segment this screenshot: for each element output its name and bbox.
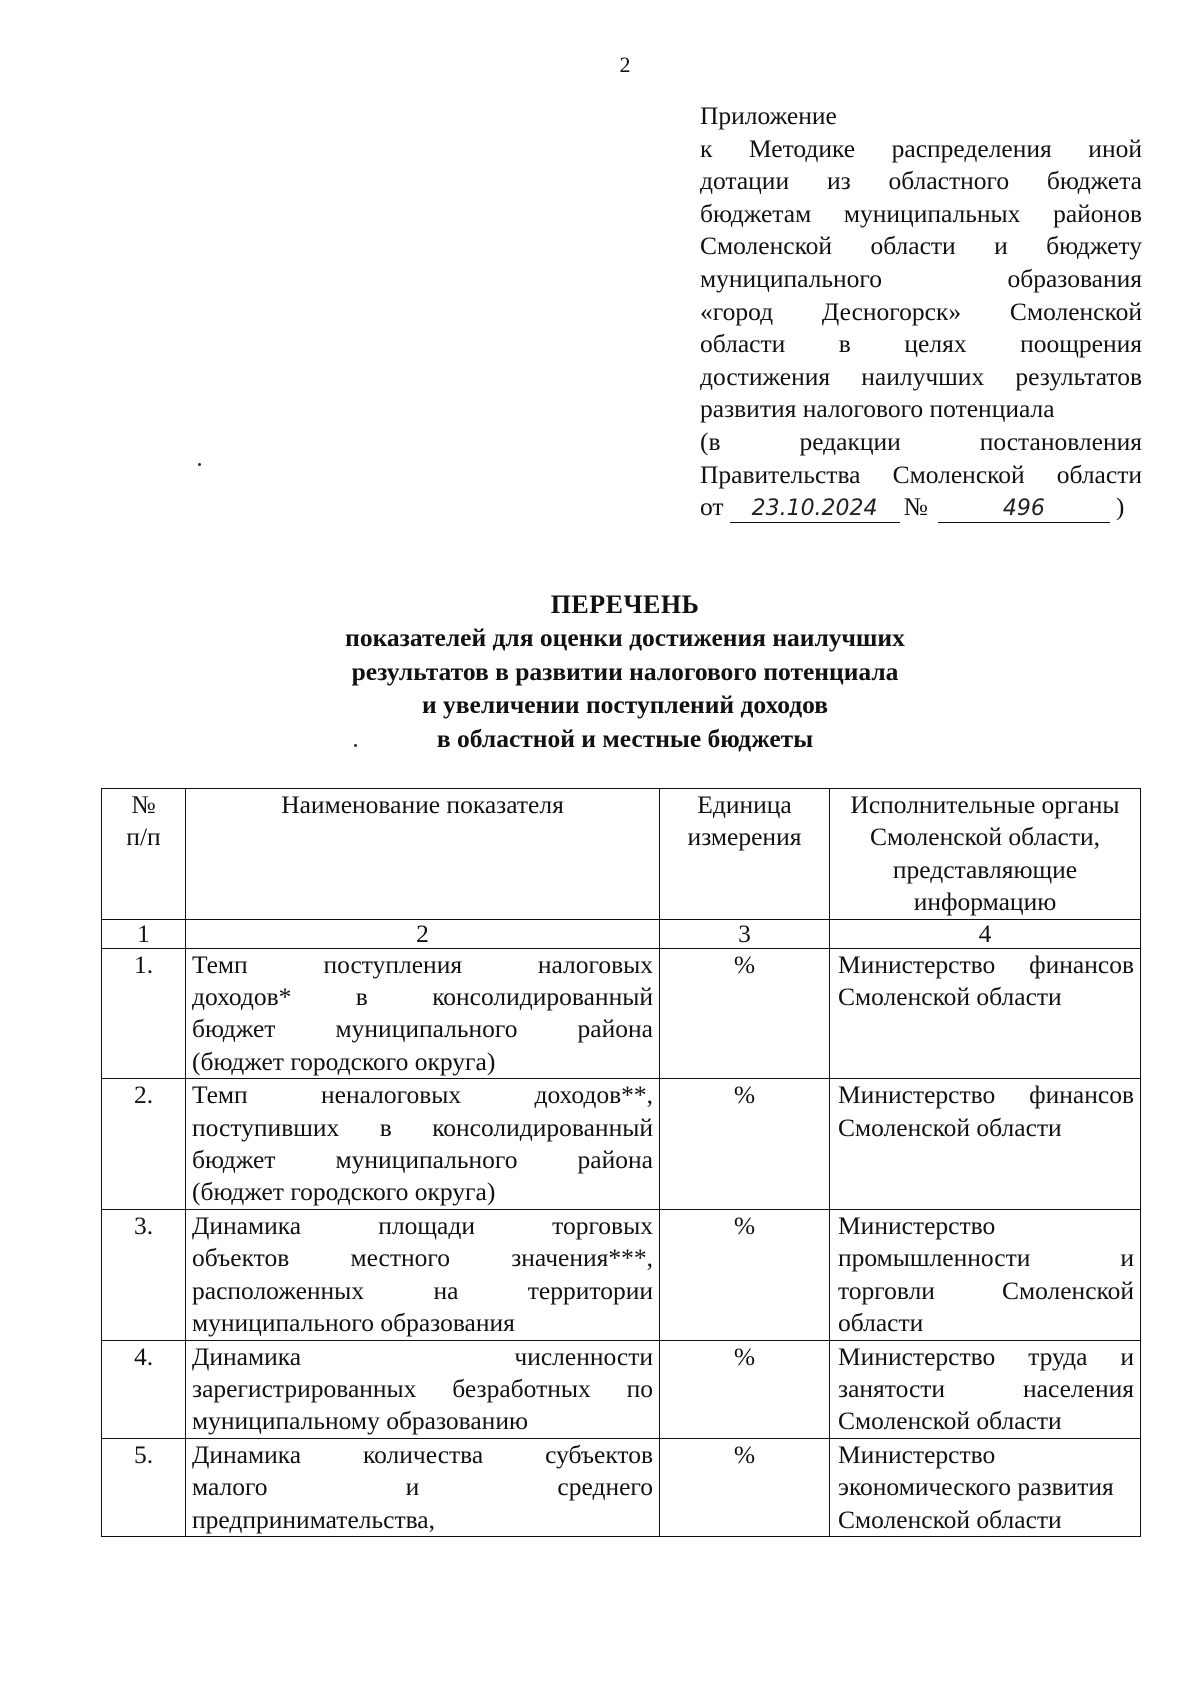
org-text: Смоленской области	[838, 982, 1062, 1012]
indicator-text: (бюджет городского округа)	[192, 1046, 496, 1076]
indicator-text: поступивших в консолидированный	[192, 1112, 653, 1142]
appendix-line: достижения наилучших результатов	[700, 361, 1142, 391]
org-text: торговли Смоленской	[838, 1275, 1134, 1305]
appendix-line: Правительства Смоленской области	[700, 459, 1142, 489]
indicator-text: Динамика площади торговых	[192, 1210, 653, 1240]
scan-speck	[198, 463, 201, 466]
indicator-text: Динамика численности	[192, 1341, 653, 1371]
header-text: Наименование показателя	[281, 790, 564, 819]
unit: %	[660, 948, 830, 1079]
header-text: Смоленской области,	[869, 822, 1101, 852]
unit: %	[660, 1340, 830, 1438]
title-line: и увеличении поступлений доходов	[421, 690, 829, 720]
header-text: Исполнительные органы	[850, 790, 1120, 819]
table-row	[102, 1079, 1141, 1210]
row-number: 5.	[102, 1438, 186, 1536]
header-text: измерения	[687, 822, 802, 852]
date-prefix: от	[700, 492, 724, 522]
table-row	[102, 948, 1141, 1079]
unit: %	[660, 1079, 830, 1210]
row-number: 3.	[102, 1209, 186, 1340]
indicator-text: доходов* в консолидированный	[192, 982, 653, 1012]
title-line: результатов в развитии налогового потенциала	[351, 656, 899, 686]
appendix-line: Смоленской области и бюджету	[700, 231, 1142, 261]
indicator-text: зарегистрированных безработных по	[192, 1373, 653, 1403]
header-text: информацию	[913, 887, 1057, 917]
header-unit	[660, 789, 830, 920]
table-row	[102, 1209, 1141, 1340]
column-number: 3	[660, 919, 830, 948]
page-number: 2	[619, 52, 631, 77]
table-header-row	[102, 789, 1141, 920]
row-number: 2.	[102, 1079, 186, 1210]
org-text: Министерство	[838, 1210, 996, 1240]
header-org	[830, 789, 1141, 920]
header-num	[102, 789, 186, 920]
handwritten-date: 23.10.2024	[730, 496, 900, 523]
table-row	[102, 1438, 1141, 1536]
org-text: области	[838, 1308, 924, 1338]
appendix-block	[700, 100, 1142, 524]
org-text: Смоленской области	[838, 1504, 1062, 1534]
unit: %	[660, 1209, 830, 1340]
title-main: ПЕРЕЧЕНЬ	[550, 590, 700, 619]
row-number: 4.	[102, 1340, 186, 1438]
indicator-text: муниципальному образованию	[192, 1406, 529, 1436]
indicator-text: Темп поступления налоговых	[192, 949, 653, 979]
org-text: Министерство	[838, 1439, 996, 1469]
indicator-text: Темп неналоговых доходов**,	[192, 1080, 653, 1110]
appendix-line: Приложение	[700, 101, 837, 130]
org-text: Министерство финансов	[838, 949, 1134, 979]
indicator-name	[186, 1079, 660, 1210]
appendix-line: «город Десногорск» Смоленской	[700, 296, 1142, 326]
unit: %	[660, 1438, 830, 1536]
org-text: Министерство труда и	[838, 1341, 1134, 1371]
responsible-body	[830, 1438, 1141, 1536]
indicator-name	[186, 948, 660, 1079]
header-text: представляющие	[892, 854, 1078, 884]
org-text: Министерство финансов	[838, 1080, 1134, 1110]
indicator-name	[186, 1209, 660, 1340]
responsible-body	[830, 1079, 1141, 1210]
org-text: промышленности и	[838, 1243, 1134, 1273]
appendix-line: к Методике распределения иной	[700, 133, 1142, 163]
appendix-line: развития налогового потенциала	[700, 394, 1055, 424]
responsible-body	[830, 1209, 1141, 1340]
document-title	[250, 588, 1000, 755]
org-text: экономического развития	[838, 1472, 1114, 1502]
resolution-date-line	[700, 491, 1142, 524]
indicator-text: объектов местного значения***,	[192, 1243, 653, 1273]
title-line: показателей для оценки достижения наилучших	[345, 623, 905, 653]
header-text: п/п	[126, 822, 161, 852]
appendix-line: бюджетам муниципальных районов	[700, 198, 1142, 228]
appendix-line: дотации из областного бюджета	[700, 166, 1142, 196]
responsible-body	[830, 1340, 1141, 1438]
table-row	[102, 1340, 1141, 1438]
indicator-text: муниципального образования	[192, 1308, 515, 1338]
indicator-name	[186, 1340, 660, 1438]
appendix-line: (в редакции постановления	[700, 426, 1142, 456]
indicator-text: бюджет муниципального района	[192, 1145, 653, 1175]
column-number: 1	[102, 919, 186, 948]
org-text: Смоленской области	[838, 1406, 1062, 1436]
header-text: Единица	[697, 790, 792, 819]
appendix-line: области в целях поощрения	[700, 329, 1142, 359]
indicator-text: Динамика количества субъектов	[192, 1439, 653, 1469]
org-text: занятости населения	[838, 1373, 1134, 1403]
number-sign: №	[903, 492, 928, 522]
header-text: №	[131, 790, 156, 819]
header-name	[186, 789, 660, 920]
org-text: Смоленской области	[838, 1112, 1062, 1142]
closing-paren: )	[1115, 492, 1125, 522]
column-number: 4	[830, 919, 1141, 948]
appendix-line: муниципального образования	[700, 263, 1142, 293]
indicators-table	[101, 788, 1141, 1537]
title-line: в областной и местные бюджеты	[436, 723, 814, 753]
indicator-text: бюджет муниципального района	[192, 1014, 653, 1044]
row-number: 1.	[102, 948, 186, 1079]
indicator-text: (бюджет городского округа)	[192, 1177, 496, 1207]
indicator-text: расположенных на территории	[192, 1275, 653, 1305]
column-number-row	[102, 919, 1141, 948]
responsible-body	[830, 948, 1141, 1079]
indicator-text: малого и среднего	[192, 1472, 653, 1502]
indicator-name	[186, 1438, 660, 1536]
column-number: 2	[186, 919, 660, 948]
handwritten-number: 496	[938, 496, 1110, 523]
indicator-text: предпринимательства,	[192, 1504, 435, 1534]
